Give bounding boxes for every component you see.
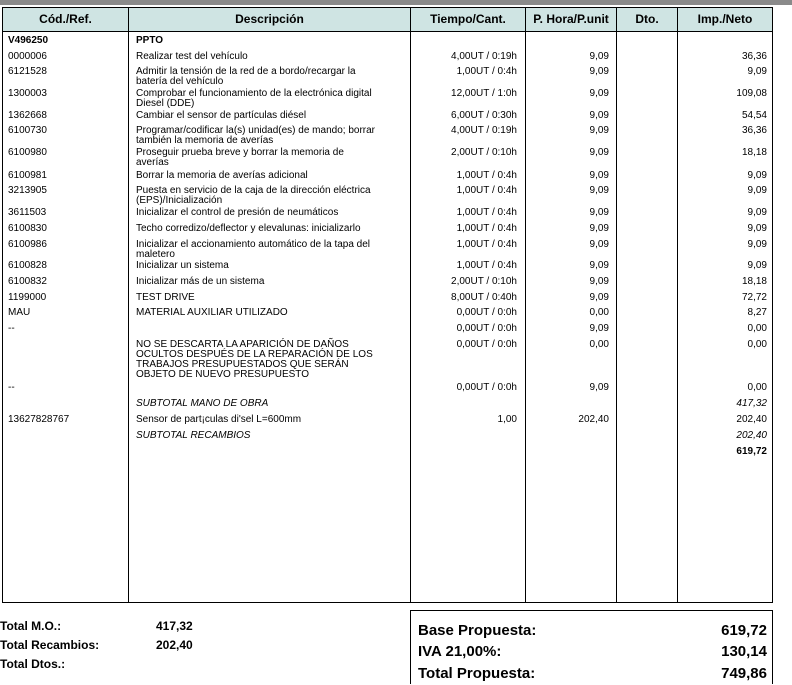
row-description: Realizar test del vehículo — [136, 51, 248, 62]
row-time: 0,00UT / 0:0h — [456, 339, 517, 350]
row-unit-price: 0,00 — [589, 307, 609, 318]
row-description: Inicializar el accionamiento automático de la tapa del maletero — [136, 239, 371, 260]
total-value: 749,86 — [721, 665, 767, 682]
row-description: Inicializar un sistema — [136, 260, 229, 271]
row-code: MAU — [8, 307, 31, 318]
total-dtos-label: Total Dtos.: — [0, 657, 66, 671]
row-net-amount: 9,09 — [747, 239, 767, 250]
row-unit-price: 9,09 — [589, 207, 609, 218]
header-net-amount: Imp./Neto — [697, 12, 753, 26]
iva-row — [418, 641, 767, 663]
row-net-amount: 72,72 — [741, 292, 767, 303]
row-code: 6100832 — [8, 276, 47, 287]
budget-table — [2, 7, 773, 603]
top-bar — [0, 0, 792, 5]
row-net-amount: 9,09 — [747, 170, 767, 181]
column-divider — [128, 8, 129, 602]
row-time: 1,00UT / 0:4h — [456, 239, 517, 250]
total-mo-value: 417,32 — [156, 619, 193, 633]
row-unit-price: 9,09 — [589, 323, 609, 334]
row-description: Programar/codificar la(s) unidad(es) de mando; borrar también la memoria de averías — [136, 125, 375, 146]
row-unit-price: 9,09 — [589, 260, 609, 271]
row-description: Admitir la tensión de la red de a bordo/recargar la batería del vehículo — [136, 66, 356, 87]
total-recambios-label: Total Recambios: — [0, 638, 100, 652]
row-net-amount: 619,72 — [736, 446, 767, 457]
row-code: 1300003 — [8, 88, 47, 99]
row-net-amount: 36,36 — [741, 51, 767, 62]
row-net-amount: 417,32 — [736, 398, 767, 409]
row-net-amount: 0,00 — [747, 339, 767, 350]
total-mo-label: Total M.O.: — [0, 619, 62, 633]
header-description: Descripción — [235, 12, 304, 26]
header-discount: Dto. — [635, 12, 659, 26]
row-code: 13627828767 — [8, 414, 70, 425]
row-net-amount: 0,00 — [747, 382, 767, 393]
row-unit-price: 9,09 — [589, 170, 609, 181]
total-row — [418, 663, 767, 685]
iva-value: 130,14 — [721, 643, 767, 660]
row-unit-price: 9,09 — [589, 51, 609, 62]
row-net-amount: 9,09 — [747, 185, 767, 196]
row-description: Borrar la memoria de averías adicional — [136, 170, 308, 181]
row-description: MATERIAL AUXILIAR UTILIZADO — [136, 307, 288, 318]
row-time: 2,00UT / 0:10h — [451, 147, 517, 158]
row-description: Sensor de part¡culas di'sel L=600mm — [136, 414, 302, 425]
row-code: 1362668 — [8, 110, 47, 121]
row-net-amount: 18,18 — [741, 276, 767, 287]
row-net-amount: 9,09 — [747, 207, 767, 218]
row-time: 12,00UT / 1:0h — [451, 88, 517, 99]
row-unit-price: 9,09 — [589, 239, 609, 250]
row-code: 1199000 — [8, 292, 47, 303]
row-time: 2,00UT / 0:10h — [451, 276, 517, 287]
row-unit-price: 9,09 — [589, 66, 609, 77]
row-description: Inicializar el control de presión de neumáticos — [136, 207, 339, 218]
row-net-amount: 18,18 — [741, 147, 767, 158]
row-unit-price: 0,00 — [589, 339, 609, 350]
row-time: 0,00UT / 0:0h — [456, 307, 517, 318]
row-time: 4,00UT / 0:19h — [451, 51, 517, 62]
row-code: V496250 — [8, 35, 49, 46]
base-label: Base Propuesta: — [418, 622, 537, 639]
row-unit-price: 9,09 — [589, 110, 609, 121]
row-description: Proseguir prueba breve y borrar la memoria de averías — [136, 147, 344, 168]
row-net-amount: 36,36 — [741, 125, 767, 136]
row-time: 1,00UT / 0:4h — [456, 185, 517, 196]
row-time: 4,00UT / 0:19h — [451, 125, 517, 136]
total-recambios-value: 202,40 — [156, 638, 193, 652]
row-description: Cambiar el sensor de partículas diésel — [136, 110, 307, 121]
row-unit-price: 9,09 — [589, 147, 609, 158]
row-code: -- — [8, 323, 15, 334]
row-time: 6,00UT / 0:30h — [451, 110, 517, 121]
row-time: 0,00UT / 0:0h — [456, 382, 517, 393]
row-net-amount: 0,00 — [747, 323, 767, 334]
totals-box — [410, 610, 773, 684]
base-value: 619,72 — [721, 622, 767, 639]
row-unit-price: 9,09 — [589, 125, 609, 136]
row-net-amount: 202,40 — [736, 414, 767, 425]
row-code: 6100830 — [8, 223, 47, 234]
row-time: 1,00UT / 0:4h — [456, 260, 517, 271]
row-description: PPTO — [136, 35, 164, 46]
row-description: NO SE DESCARTA LA APARICIÓN DE DAÑOS OCULTOS DESPUÉS DE LA REPARACIÓN DE LOS TRABAJOS PRESUPUESTADOS QUE SERÁN OBJETO DE NUEVO PRESUPUESTO — [136, 339, 373, 380]
row-time: 1,00UT / 0:4h — [456, 66, 517, 77]
row-unit-price: 202,40 — [578, 414, 609, 425]
header-time: Tiempo/Cant. — [430, 12, 506, 26]
row-description: Inicializar más de un sistema — [136, 276, 265, 287]
row-code: 6100981 — [8, 170, 47, 181]
row-code: 6100986 — [8, 239, 47, 250]
row-unit-price: 9,09 — [589, 382, 609, 393]
row-code: -- — [8, 382, 15, 393]
row-time: 1,00UT / 0:4h — [456, 170, 517, 181]
row-description: Puesta en servicio de la caja de la dirección eléctrica (EPS)/Inicialización — [136, 185, 371, 206]
row-code: 3611503 — [8, 207, 47, 218]
column-divider — [525, 8, 526, 602]
row-unit-price: 9,09 — [589, 223, 609, 234]
row-description: SUBTOTAL MANO DE OBRA — [136, 398, 269, 409]
row-description: Techo corredizo/deflector y elevalunas: inicializarlo — [136, 223, 361, 234]
iva-label: IVA 21,00%: — [418, 643, 502, 660]
row-net-amount: 9,09 — [747, 223, 767, 234]
base-row — [418, 620, 767, 642]
row-code: 0000006 — [8, 51, 47, 62]
row-code: 6100730 — [8, 125, 47, 136]
row-time: 0,00UT / 0:0h — [456, 323, 517, 334]
row-net-amount: 9,09 — [747, 66, 767, 77]
row-code: 6100980 — [8, 147, 47, 158]
column-divider — [616, 8, 617, 602]
row-net-amount: 202,40 — [736, 430, 767, 441]
row-time: 8,00UT / 0:40h — [451, 292, 517, 303]
row-unit-price: 9,09 — [589, 88, 609, 99]
row-description: TEST DRIVE — [136, 292, 195, 303]
row-description: Comprobar el funcionamiento de la electrónica digital Diesel (DDE) — [136, 88, 372, 109]
row-time: 1,00 — [497, 414, 517, 425]
row-code: 6121528 — [8, 66, 47, 77]
row-unit-price: 9,09 — [589, 185, 609, 196]
row-code: 3213905 — [8, 185, 47, 196]
column-divider — [677, 8, 678, 602]
row-unit-price: 9,09 — [589, 292, 609, 303]
row-code: 6100828 — [8, 260, 47, 271]
row-net-amount: 109,08 — [736, 88, 767, 99]
header-unit-price: P. Hora/P.unit — [533, 12, 609, 26]
row-description: SUBTOTAL RECAMBIOS — [136, 430, 251, 441]
row-net-amount: 8,27 — [747, 307, 767, 318]
row-time: 1,00UT / 0:4h — [456, 223, 517, 234]
row-net-amount: 54,54 — [741, 110, 767, 121]
row-time: 1,00UT / 0:4h — [456, 207, 517, 218]
row-unit-price: 9,09 — [589, 276, 609, 287]
row-net-amount: 9,09 — [747, 260, 767, 271]
table-header — [3, 8, 772, 32]
header-code: Cód./Ref. — [39, 12, 92, 26]
total-label: Total Propuesta: — [418, 665, 536, 682]
